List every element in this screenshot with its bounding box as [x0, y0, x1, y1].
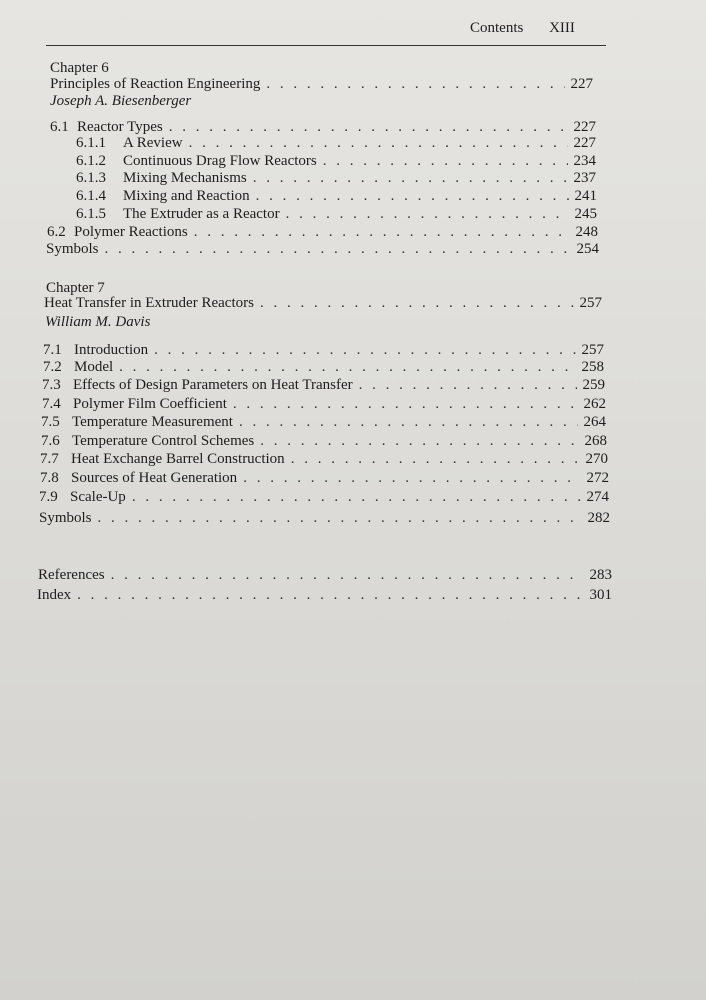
section-number: 7.4	[42, 396, 61, 412]
page-number: 245	[574, 206, 597, 222]
entry-title: Heat Transfer in Extruder Reactors	[44, 295, 254, 311]
toc-entry	[39, 488, 609, 506]
dot-leader	[98, 509, 582, 527]
toc-entry	[40, 450, 608, 468]
dot-leader	[359, 376, 577, 394]
dot-leader	[253, 169, 568, 187]
dot-leader	[243, 469, 580, 487]
entry-title: Polymer Film Coefficient	[73, 396, 227, 412]
chapter-label: Chapter 6	[50, 60, 109, 76]
dot-leader	[256, 187, 569, 205]
dot-leader	[105, 240, 571, 258]
section-number: 7.8	[40, 470, 59, 486]
page-number: 257	[581, 342, 604, 358]
entry-title: Model	[74, 359, 114, 375]
section-number: 6.1.3	[76, 170, 106, 186]
page-number: 227	[570, 76, 593, 92]
toc-entry	[46, 240, 599, 258]
dot-leader	[286, 205, 569, 223]
section-number: 7.2	[43, 359, 62, 375]
entry-title: Temperature Control Schemes	[72, 433, 255, 449]
page-number: 234	[573, 153, 596, 169]
page-number: 254	[576, 241, 599, 257]
entry-title: Sources of Heat Generation	[71, 470, 238, 486]
page-number: 283	[589, 567, 612, 583]
entry-title: Symbols	[39, 510, 92, 526]
chapter-author: William M. Davis	[45, 314, 151, 330]
section-number: 7.7	[40, 451, 59, 467]
dot-leader	[260, 294, 574, 312]
page-number: 274	[586, 489, 609, 505]
section-number: 7.1	[43, 342, 62, 358]
entry-title: Symbols	[46, 241, 99, 257]
section-number: 6.2	[47, 224, 66, 240]
section-number: 6.1.2	[76, 153, 106, 169]
dot-leader	[323, 152, 568, 170]
page-number: 268	[584, 433, 607, 449]
entry-title: The Extruder as a Reactor	[123, 206, 280, 222]
page-number: 241	[574, 188, 597, 204]
page-number: 259	[582, 377, 605, 393]
toc-entry	[42, 395, 606, 413]
entry-title: Reactor Types	[77, 119, 163, 135]
dot-leader	[239, 413, 578, 431]
chapter-title-line	[44, 294, 602, 312]
back-matter-entry	[37, 586, 612, 604]
entry-title: Heat Exchange Barrel Construction	[71, 451, 285, 467]
page-number: 262	[583, 396, 606, 412]
entry-title: References	[38, 567, 105, 583]
toc-entry	[43, 341, 604, 359]
section-number: 6.1	[50, 119, 69, 135]
entry-title: Effects of Design Parameters on Heat Transfer	[73, 377, 353, 393]
page-number: 248	[575, 224, 598, 240]
toc-entry	[76, 134, 596, 152]
dot-leader	[189, 134, 568, 152]
entry-title: Scale-Up	[70, 489, 126, 505]
toc-entry	[39, 509, 610, 527]
entry-title: Polymer Reactions	[74, 224, 188, 240]
page-number: 282	[587, 510, 610, 526]
dot-leader	[233, 395, 578, 413]
toc-entry	[76, 152, 596, 170]
chapter-author: Joseph A. Biesenberger	[50, 93, 192, 109]
toc-entry	[76, 187, 597, 205]
back-matter-entry	[38, 566, 612, 584]
section-number: 7.5	[41, 414, 60, 430]
section-number: 7.3	[42, 377, 61, 393]
page-number: 272	[586, 470, 609, 486]
page-number: 301	[589, 587, 612, 603]
page-number: 237	[573, 170, 596, 186]
dot-leader	[266, 75, 564, 93]
entry-title: Temperature Measurement	[72, 414, 233, 430]
header-page-number: XIII	[549, 20, 575, 36]
page-number: 257	[579, 295, 602, 311]
section-number: 7.6	[41, 433, 60, 449]
entry-title: A Review	[123, 135, 183, 151]
page-number: 227	[573, 119, 596, 135]
chapter-title-line	[50, 75, 593, 93]
toc-entry	[76, 169, 596, 187]
page-number: 264	[583, 414, 606, 430]
toc-entry	[47, 223, 598, 241]
dot-leader	[291, 450, 580, 468]
entry-title: Index	[37, 587, 72, 603]
section-number: 7.9	[39, 489, 58, 505]
dot-leader	[260, 432, 578, 450]
section-number: 6.1.1	[76, 135, 106, 151]
toc-entry	[41, 413, 606, 431]
entry-title: Mixing and Reaction	[123, 188, 250, 204]
section-number: 6.1.4	[76, 188, 106, 204]
page-number: 258	[581, 359, 604, 375]
toc-entry	[42, 376, 605, 394]
entry-title: Introduction	[74, 342, 149, 358]
page-number: 227	[573, 135, 596, 151]
chapter-label: Chapter 7	[46, 280, 105, 296]
entry-title: Mixing Mechanisms	[123, 170, 247, 186]
dot-leader	[111, 566, 584, 584]
dot-leader	[194, 223, 570, 241]
page-number: 270	[585, 451, 608, 467]
toc-entry	[76, 205, 597, 223]
dot-leader	[154, 341, 575, 359]
dot-leader	[77, 586, 583, 604]
entry-title: Principles of Reaction Engineering	[50, 76, 261, 92]
toc-entry	[41, 432, 607, 450]
section-number: 6.1.5	[76, 206, 106, 222]
toc-entry	[40, 469, 609, 487]
entry-title: Continuous Drag Flow Reactors	[123, 153, 317, 169]
dot-leader	[132, 488, 581, 506]
header-title: Contents	[470, 20, 524, 36]
dot-leader	[119, 358, 575, 376]
toc-entry	[43, 358, 604, 376]
